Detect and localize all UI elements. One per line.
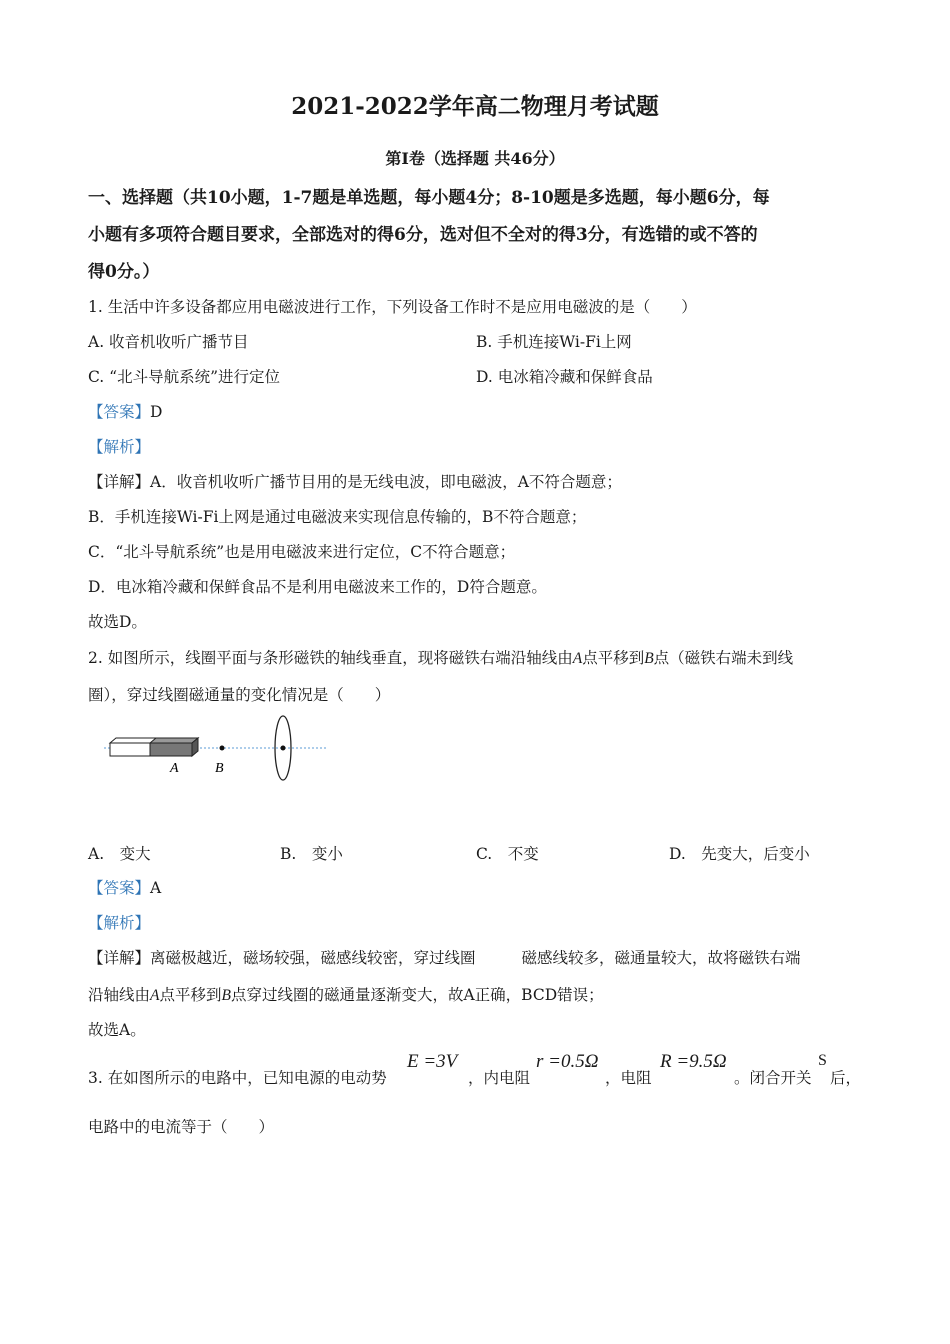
q3-stem-text-d: 。闭合开关 <box>734 1069 812 1087</box>
q2-detail-text-2b: 点平移到 <box>159 986 222 1004</box>
q2-option-a: A. 变大 <box>88 845 151 863</box>
q1-stem: 1. 生活中许多设备都应用电磁波进行工作，下列设备工作时不是应用电磁波的是（ ） <box>88 298 697 316</box>
q2-analysis-tag: 【解析】 <box>88 914 151 932</box>
q3-switch: S <box>818 1052 827 1069</box>
label-a: A <box>170 761 179 776</box>
q1-detail-d: D．电冰箱冷藏和保鲜食品不是利用电磁波来工作的，D符合题意。 <box>88 578 547 596</box>
q3-stem-text-c: ，电阻 <box>605 1069 652 1087</box>
q1-conclusion: 故选D。 <box>88 613 147 631</box>
q3-stem-text-e: 后， <box>830 1069 862 1087</box>
instructions-line-2: 小题有多项符合题目要求，全部选对的得6分，选对但不全对的得3分，有选错的或不答的 <box>88 225 758 245</box>
section-heading: 第I卷（选择题 共46分） <box>385 149 565 168</box>
q3-stem-text-a: 3. 在如图所示的电路中，已知电源的电动势 <box>88 1069 387 1087</box>
q3-emf: E =3V <box>407 1051 458 1072</box>
q2-answer: A <box>150 879 162 897</box>
q2-detail-text-2a: 沿轴线由 <box>88 986 151 1004</box>
q3-stem-line-2: 电路中的电流等于（ ） <box>88 1118 275 1136</box>
q1-option-a: A. 收音机收听广播节目 <box>88 333 249 351</box>
q2-answer-tag: 【答案】 <box>88 879 151 897</box>
q1-detail-a: A．收音机收听广播节目用的是无线电波，即电磁波，A不符合题意； <box>150 473 622 491</box>
q2-detail-point-a: A <box>150 987 160 1004</box>
magnet-left-half <box>110 743 150 756</box>
page-title: 2021-2022学年高二物理月考试题 <box>291 93 659 120</box>
q3-internal-resistance: r =0.5Ω <box>536 1051 599 1072</box>
q2-detail-text-1a: 离磁极越近，磁场较强，磁感线较密，穿过线圈 <box>150 949 476 967</box>
q1-detail-line-1 <box>88 470 622 492</box>
q3-external-resistance: R =9.5Ω <box>660 1051 727 1072</box>
q2-stem-line-2: 圈），穿过线圈磁通量的变化情况是（ ） <box>88 686 391 704</box>
q2-conclusion: 故选A。 <box>88 1021 146 1039</box>
q2-detail-text-1b: 磁感线较多，磁通量较大，故将磁铁右端 <box>521 949 801 967</box>
q2-detail-text-2c: 点穿过线圈的磁通量逐渐变大，故A正确，BCD错误； <box>230 986 604 1004</box>
q1-answer-tag: 【答案】 <box>88 403 151 421</box>
q1-answer-line <box>88 400 162 422</box>
q2-point-a: A <box>572 650 583 667</box>
coil-center-dot <box>281 746 286 751</box>
q3-stem-text-b: ，内电阻 <box>468 1069 531 1087</box>
q2-answer-line <box>88 876 161 898</box>
instructions-line-3: 得0分。） <box>88 262 160 282</box>
label-b: B <box>215 761 224 776</box>
q2-stem-text-1: 2. 如图所示，线圈平面与条形磁铁的轴线垂直，现将磁铁右端沿轴线由 <box>88 649 573 667</box>
q2-stem-text-2: 点平移到 <box>582 649 645 667</box>
point-b-dot <box>220 746 225 751</box>
q2-detail-tag: 【详解】 <box>88 949 151 967</box>
q2-detail-line-2 <box>88 983 604 1005</box>
q2-stem-line-1 <box>88 646 793 668</box>
q2-option-c: C. 不变 <box>476 845 539 863</box>
q2-detail-point-b: B <box>221 987 231 1004</box>
magnet-top-face-dark <box>150 738 198 743</box>
q2-option-b: B. 变小 <box>280 845 343 863</box>
q1-option-d: D. 电冰箱冷藏和保鲜食品 <box>476 368 653 386</box>
q2-stem-text-3: 点（磁铁右端未到线 <box>653 649 794 667</box>
q1-option-b: B. 手机连接Wi-Fi上网 <box>476 333 632 351</box>
q1-detail-b: B．手机连接Wi-Fi上网是通过电磁波来实现信息传输的，B不符合题意； <box>88 508 587 526</box>
magnet-right-half <box>150 743 192 756</box>
q1-option-c: C. “北斗导航系统”进行定位 <box>88 368 281 386</box>
q2-option-d: D. 先变大，后变小 <box>669 845 810 863</box>
magnet-coil-figure <box>100 710 340 785</box>
q1-detail-c: C．“北斗导航系统”也是用电磁波来进行定位，C不符合题意； <box>88 543 516 561</box>
q1-analysis-tag: 【解析】 <box>88 438 151 456</box>
q2-detail-line-1 <box>88 946 801 968</box>
q2-point-b: B <box>644 650 654 667</box>
instructions-line-1: 一、选择题（共10小题，1-7题是单选题，每小题4分；8-10题是多选题，每小题6分，每 <box>88 188 770 208</box>
q1-answer: D <box>150 403 163 421</box>
q1-detail-tag: 【详解】 <box>88 473 151 491</box>
